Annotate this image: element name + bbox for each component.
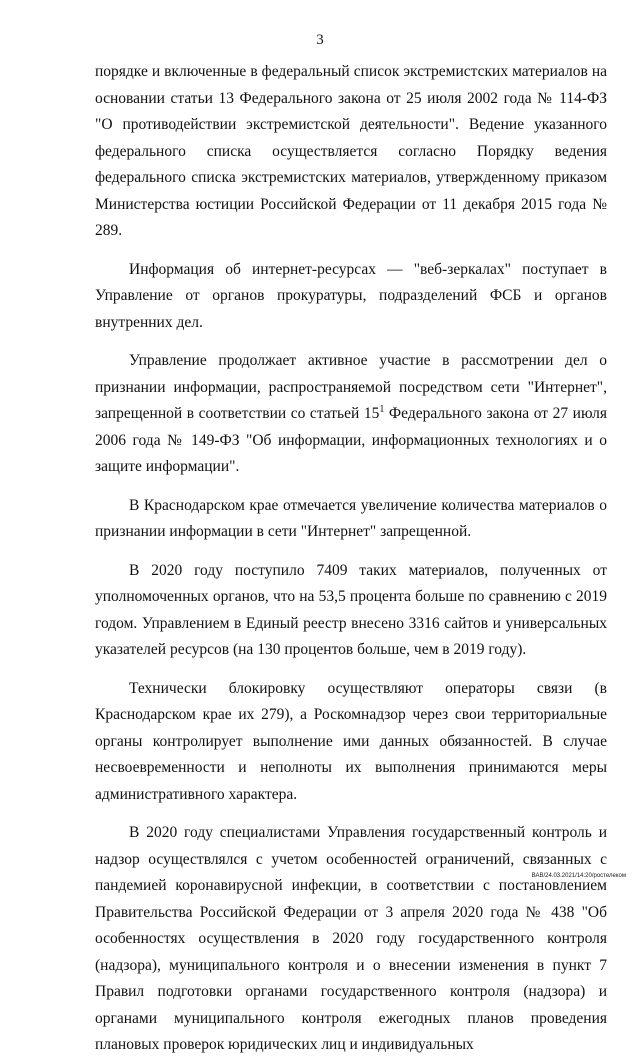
paragraph: Технически блокировку осуществляют операторы связи (в Краснодарском крае их 279), а Роскомнадзор через свои территориальные органы контролирует выполнение ими данных обязанностей. В случае несвоевременности и неполноты их выполнения принимаются меры административного характера. (95, 679, 607, 803)
paragraph: В Краснодарском крае отмечается увеличение количества материалов о признании информации в сети "Интернет" запрещенной. (95, 496, 607, 540)
paragraph: В 2020 году поступило 7409 таких материалов, полученных от уполномоченных органов, что на 53,5 процента больше по сравнению с 2019 годом. Управлением в Единый реестр внесено 3316 сайтов и универсальных указателей ресурсов (на 130 процентов больше, чем в 2019 году). (95, 561, 607, 658)
paragraph: порядке и включенные в федеральный список экстремистских материалов на основании статьи 13 Федерального закона от 25 июля 2002 года № 114-ФЗ "О противодействии экстремистской деятельности". Ведение указанного федерального списка осуществляется согласно Порядку ведения федерального списка экстремистских материалов, утвержденному приказом Министерства юстиции Российской Федерации от 11 декабря 2015 года № 289. (95, 63, 607, 239)
paragraph-with-footnote (95, 348, 607, 481)
page-number: 3 (316, 32, 324, 48)
paragraph-text: Федерального закона от 27 июля 2006 года № 149-ФЗ "Об информации, информационных технологиях и о защите информации". (95, 405, 607, 475)
superscript-marker: 1 (379, 403, 385, 415)
document-body (95, 59, 607, 1059)
paragraph: Информация об интернет-ресурсах — "веб-зеркалах" поступает в Управление от органов прокуратуры, подразделений ФСБ и органов внутренних дел. (95, 260, 607, 331)
footer-stamp: ВАВ/24.03.2021/14:20/ростелеком (531, 873, 626, 879)
paragraph: В 2020 году специалистами Управления государственный контроль и надзор осуществлялся с учетом особенностей ограничений, связанных с пандемией коронавирусной инфекции, в соответствии с постановлением Правительства Российской Федерации от 3 апреля 2020 года № 438 "Об особенностях осуществления в 2020 году государственного контроля (надзора), муниципального контроля и о внесении изменения в пункт 7 Правил подготовки органами государственного контроля (надзора) и органами муниципального контроля ежегодных планов проведения плановых проверок юридических лиц и индивидуальных (95, 824, 607, 1053)
paragraph-text: Управление продолжает активное участие в рассмотрении дел о признании информации, распространяемой посредством сети "Интернет", запрещенной в соответствии со статьей 15 (95, 352, 607, 422)
